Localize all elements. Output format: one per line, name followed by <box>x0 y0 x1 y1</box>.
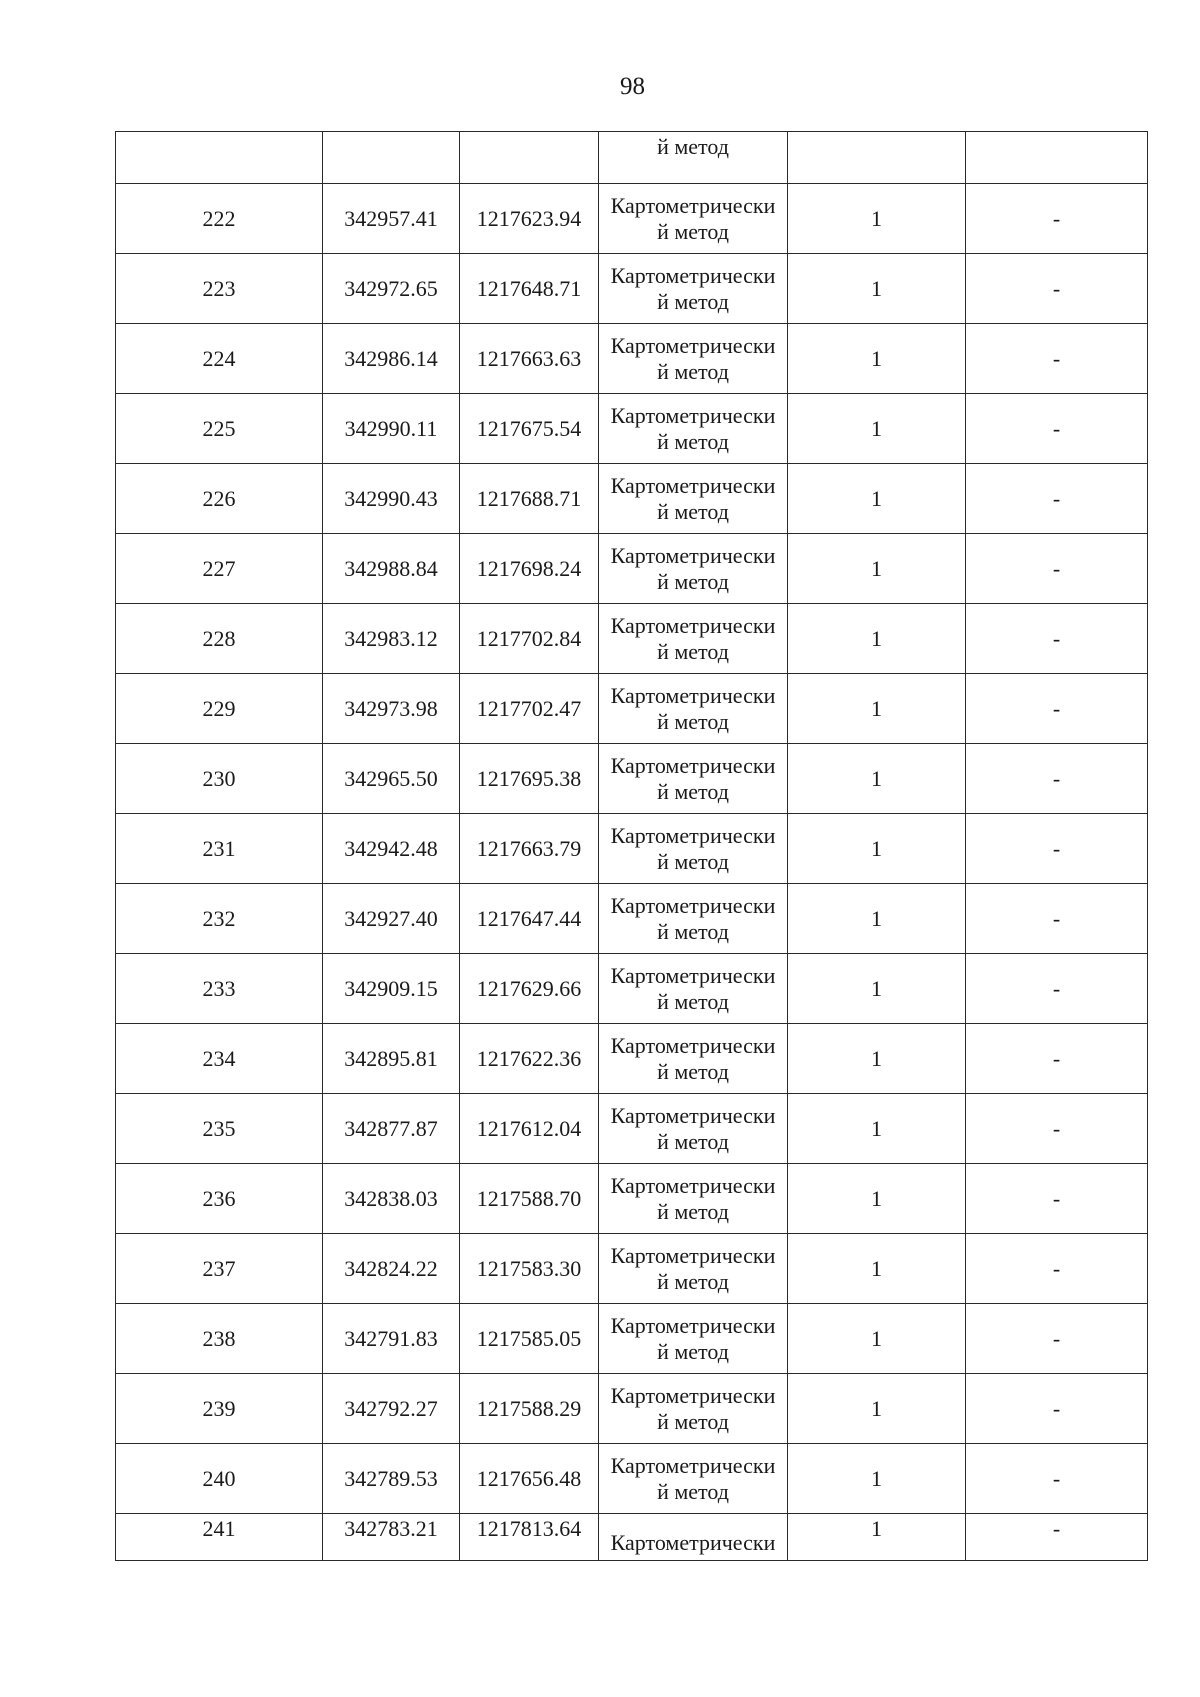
table-row <box>116 814 1148 884</box>
note-cell <box>966 604 1148 674</box>
x-coordinate-cell <box>323 884 460 954</box>
x-coordinate-cell <box>323 132 460 184</box>
method-cell <box>599 1374 788 1444</box>
note-text: - <box>1052 1465 1061 1491</box>
method-text: Картометрически й метод <box>610 402 776 454</box>
method-text: Картометрически й метод <box>610 1452 776 1504</box>
method-cell <box>599 1444 788 1514</box>
point-number-cell <box>116 1514 323 1561</box>
y-coordinate-cell <box>460 674 599 744</box>
method-cell <box>599 1514 788 1561</box>
x-coordinate-cell <box>323 674 460 744</box>
note-cell <box>966 534 1148 604</box>
note-cell <box>966 1304 1148 1374</box>
x-coordinate-text: 342990.43 <box>344 485 438 511</box>
y-coordinate-text: 1217675.54 <box>476 415 582 441</box>
point-number-cell <box>116 604 323 674</box>
method-text: Картометрически й метод <box>610 682 776 734</box>
point-number-text: 223 <box>202 275 236 301</box>
y-coordinate-text: 1217629.66 <box>476 975 582 1001</box>
y-coordinate-cell <box>460 604 599 674</box>
point-number-cell <box>116 534 323 604</box>
accuracy-text: 1 <box>871 835 882 861</box>
accuracy-text: 1 <box>871 695 882 721</box>
note-text: - <box>1052 485 1061 511</box>
method-text: Картометрически й метод <box>610 1102 776 1154</box>
accuracy-cell <box>788 464 966 534</box>
y-coordinate-cell <box>460 884 599 954</box>
method-cell <box>599 394 788 464</box>
table-row <box>116 1514 1148 1561</box>
x-coordinate-text: 342824.22 <box>344 1255 438 1281</box>
method-cell <box>599 1094 788 1164</box>
y-coordinate-text: 1217656.48 <box>476 1465 582 1491</box>
point-number-text: 229 <box>202 695 236 721</box>
x-coordinate-text: 342986.14 <box>344 345 438 371</box>
method-text: Картометрически й метод <box>610 612 776 664</box>
method-text: Картометрически й метод <box>610 1312 776 1364</box>
note-text: - <box>1052 1115 1061 1141</box>
note-text: - <box>1052 1185 1061 1211</box>
point-number-cell <box>116 1374 323 1444</box>
point-number-text: 230 <box>202 765 236 791</box>
method-text: Картометрически й метод <box>610 1032 776 1084</box>
x-coordinate-cell <box>323 1024 460 1094</box>
x-coordinate-text: 342927.40 <box>344 905 438 931</box>
method-text: Картометрически <box>610 1530 776 1555</box>
point-number-text: 236 <box>202 1185 236 1211</box>
point-number-text: 239 <box>202 1395 236 1421</box>
accuracy-text: 1 <box>871 555 882 581</box>
y-coordinate-text: 1217688.71 <box>476 485 582 511</box>
method-cell <box>599 954 788 1024</box>
method-text: Картометрически й метод <box>610 542 776 594</box>
x-coordinate-text: 342838.03 <box>344 1185 438 1211</box>
method-cell <box>599 1234 788 1304</box>
method-cell <box>599 674 788 744</box>
x-coordinate-text: 342983.12 <box>344 625 438 651</box>
x-coordinate-text: 342973.98 <box>344 695 438 721</box>
note-cell <box>966 814 1148 884</box>
method-cell <box>599 184 788 254</box>
y-coordinate-text: 1217623.94 <box>476 205 582 231</box>
note-cell <box>966 1374 1148 1444</box>
accuracy-text: 1 <box>871 1465 882 1491</box>
table-row <box>116 674 1148 744</box>
accuracy-text: 1 <box>871 1325 882 1351</box>
note-text: - <box>1052 835 1061 861</box>
x-coordinate-cell <box>323 184 460 254</box>
point-number-text: 228 <box>202 625 236 651</box>
point-number-text: 233 <box>202 975 236 1001</box>
x-coordinate-cell <box>323 1094 460 1164</box>
note-cell <box>966 464 1148 534</box>
point-number-cell <box>116 1444 323 1514</box>
y-coordinate-cell <box>460 744 599 814</box>
accuracy-text: 1 <box>871 1185 882 1211</box>
method-cell <box>599 464 788 534</box>
point-number-cell <box>116 1024 323 1094</box>
table-row <box>116 744 1148 814</box>
x-coordinate-cell <box>323 1374 460 1444</box>
note-text: - <box>1052 345 1061 371</box>
note-cell <box>966 394 1148 464</box>
note-cell <box>966 132 1148 184</box>
y-coordinate-cell <box>460 1094 599 1164</box>
note-cell <box>966 1444 1148 1514</box>
y-coordinate-cell <box>460 954 599 1024</box>
note-text: - <box>1052 1395 1061 1421</box>
y-coordinate-cell <box>460 1024 599 1094</box>
point-number-cell <box>116 1164 323 1234</box>
point-number-cell <box>116 884 323 954</box>
x-coordinate-cell <box>323 954 460 1024</box>
x-coordinate-text: 342792.27 <box>344 1395 438 1421</box>
point-number-text: 222 <box>202 205 236 231</box>
x-coordinate-text: 342972.65 <box>344 275 438 301</box>
accuracy-text: 1 <box>871 1115 882 1141</box>
y-coordinate-cell <box>460 1234 599 1304</box>
x-coordinate-text: 342783.21 <box>344 1516 438 1541</box>
method-text: Картометрически й метод <box>610 262 776 314</box>
table-row <box>116 464 1148 534</box>
table-row <box>116 604 1148 674</box>
note-cell <box>966 1514 1148 1561</box>
point-number-cell <box>116 254 323 324</box>
continuation-row <box>116 132 1148 184</box>
accuracy-text: 1 <box>871 345 882 371</box>
note-cell <box>966 254 1148 324</box>
page-number: 98 <box>620 73 645 100</box>
method-cell <box>599 324 788 394</box>
method-cell <box>599 814 788 884</box>
note-text: - <box>1052 205 1061 231</box>
accuracy-text: 1 <box>871 205 882 231</box>
accuracy-cell <box>788 1094 966 1164</box>
y-coordinate-cell <box>460 1304 599 1374</box>
table-row <box>116 1094 1148 1164</box>
note-text: - <box>1052 695 1061 721</box>
y-coordinate-cell <box>460 1374 599 1444</box>
method-text: Картометрически й метод <box>610 1172 776 1224</box>
note-cell <box>966 884 1148 954</box>
x-coordinate-cell <box>323 744 460 814</box>
method-text: Картометрически й метод <box>610 962 776 1014</box>
point-number-cell <box>116 324 323 394</box>
method-text: Картометрически й метод <box>610 192 776 244</box>
method-text: Картометрически й метод <box>610 752 776 804</box>
x-coordinate-cell <box>323 254 460 324</box>
accuracy-cell <box>788 324 966 394</box>
accuracy-cell <box>788 604 966 674</box>
note-text: - <box>1052 1255 1061 1281</box>
x-coordinate-cell <box>323 604 460 674</box>
accuracy-cell <box>788 132 966 184</box>
point-number-text: 226 <box>202 485 236 511</box>
note-cell <box>966 674 1148 744</box>
y-coordinate-cell <box>460 324 599 394</box>
table-row <box>116 254 1148 324</box>
point-number-cell <box>116 394 323 464</box>
x-coordinate-cell <box>323 324 460 394</box>
accuracy-text: 1 <box>871 905 882 931</box>
point-number-cell <box>116 744 323 814</box>
note-cell <box>966 1234 1148 1304</box>
point-number-text: 227 <box>202 555 236 581</box>
y-coordinate-text: 1217585.05 <box>476 1325 582 1351</box>
x-coordinate-cell <box>323 1234 460 1304</box>
accuracy-cell <box>788 254 966 324</box>
method-cell <box>599 254 788 324</box>
point-number-cell <box>116 954 323 1024</box>
method-text: Картометрически й метод <box>610 892 776 944</box>
accuracy-cell <box>788 1444 966 1514</box>
point-number-text: 231 <box>202 835 236 861</box>
point-number-text: 237 <box>202 1255 236 1281</box>
x-coordinate-text: 342877.87 <box>344 1115 438 1141</box>
accuracy-text: 1 <box>871 1516 882 1541</box>
point-number-cell <box>116 464 323 534</box>
accuracy-text: 1 <box>871 1395 882 1421</box>
table-row <box>116 884 1148 954</box>
y-coordinate-text: 1217813.64 <box>476 1516 582 1541</box>
note-cell <box>966 324 1148 394</box>
x-coordinate-text: 342895.81 <box>344 1045 438 1071</box>
table-row <box>116 1304 1148 1374</box>
accuracy-cell <box>788 1374 966 1444</box>
accuracy-cell <box>788 1234 966 1304</box>
accuracy-cell <box>788 1024 966 1094</box>
x-coordinate-cell <box>323 534 460 604</box>
note-text: - <box>1052 905 1061 931</box>
note-cell <box>966 744 1148 814</box>
note-text: - <box>1052 415 1061 441</box>
method-cell <box>599 884 788 954</box>
note-text: - <box>1052 1045 1061 1071</box>
note-text: - <box>1052 1325 1061 1351</box>
note-cell <box>966 1094 1148 1164</box>
accuracy-text: 1 <box>871 625 882 651</box>
method-text: Картометрически й метод <box>610 1382 776 1434</box>
note-text: - <box>1052 1516 1061 1541</box>
point-number-cell <box>116 184 323 254</box>
accuracy-text: 1 <box>871 1255 882 1281</box>
accuracy-cell <box>788 884 966 954</box>
accuracy-cell <box>788 954 966 1024</box>
y-coordinate-cell <box>460 1444 599 1514</box>
y-coordinate-cell <box>460 394 599 464</box>
method-cell <box>599 1164 788 1234</box>
note-text: - <box>1052 625 1061 651</box>
y-coordinate-text: 1217588.29 <box>476 1395 582 1421</box>
y-coordinate-cell <box>460 1514 599 1561</box>
note-cell <box>966 1024 1148 1094</box>
x-coordinate-text: 342965.50 <box>344 765 438 791</box>
method-cell <box>599 604 788 674</box>
y-coordinate-text: 1217695.38 <box>476 765 582 791</box>
x-coordinate-text: 342789.53 <box>344 1465 438 1491</box>
coordinates-table <box>115 131 1148 1561</box>
method-cell <box>599 1304 788 1374</box>
point-number-cell <box>116 1094 323 1164</box>
accuracy-cell <box>788 814 966 884</box>
y-coordinate-cell <box>460 254 599 324</box>
point-number-text: 240 <box>202 1465 236 1491</box>
point-number-cell <box>116 814 323 884</box>
x-coordinate-cell <box>323 1304 460 1374</box>
method-text: Картометрически й метод <box>610 1242 776 1294</box>
table-row <box>116 1164 1148 1234</box>
x-coordinate-cell <box>323 1164 460 1234</box>
accuracy-text: 1 <box>871 975 882 1001</box>
accuracy-cell <box>788 534 966 604</box>
y-coordinate-text: 1217622.36 <box>476 1045 582 1071</box>
accuracy-text: 1 <box>871 1045 882 1071</box>
accuracy-text: 1 <box>871 415 882 441</box>
method-cell <box>599 534 788 604</box>
accuracy-cell <box>788 184 966 254</box>
note-text: - <box>1052 765 1061 791</box>
x-coordinate-cell <box>323 1444 460 1514</box>
y-coordinate-text: 1217702.84 <box>476 625 582 651</box>
accuracy-cell <box>788 1164 966 1234</box>
y-coordinate-text: 1217612.04 <box>476 1115 582 1141</box>
y-coordinate-text: 1217663.79 <box>476 835 582 861</box>
point-number-text: 225 <box>202 415 236 441</box>
table-row <box>116 1444 1148 1514</box>
y-coordinate-text: 1217583.30 <box>476 1255 582 1281</box>
method-cell <box>599 132 788 184</box>
point-number-cell <box>116 674 323 744</box>
accuracy-cell <box>788 744 966 814</box>
y-coordinate-cell <box>460 1164 599 1234</box>
y-coordinate-text: 1217663.63 <box>476 345 582 371</box>
x-coordinate-cell <box>323 1514 460 1561</box>
accuracy-cell <box>788 674 966 744</box>
x-coordinate-text: 342957.41 <box>344 205 438 231</box>
method-text: Картометрически й метод <box>610 332 776 384</box>
y-coordinate-cell <box>460 534 599 604</box>
note-text: - <box>1052 975 1061 1001</box>
accuracy-cell <box>788 1304 966 1374</box>
y-coordinate-text: 1217588.70 <box>476 1185 582 1211</box>
table-row <box>116 534 1148 604</box>
accuracy-text: 1 <box>871 275 882 301</box>
table-row <box>116 954 1148 1024</box>
point-number-text: 241 <box>202 1516 236 1541</box>
table-row <box>116 324 1148 394</box>
accuracy-text: 1 <box>871 765 882 791</box>
method-cell <box>599 1024 788 1094</box>
point-number-cell <box>116 1234 323 1304</box>
y-coordinate-cell <box>460 464 599 534</box>
x-coordinate-cell <box>323 464 460 534</box>
point-number-text: 232 <box>202 905 236 931</box>
y-coordinate-text: 1217648.71 <box>476 275 582 301</box>
y-coordinate-cell <box>460 132 599 184</box>
x-coordinate-text: 342791.83 <box>344 1325 438 1351</box>
method-text: Картометрически й метод <box>610 822 776 874</box>
x-coordinate-text: 342909.15 <box>344 975 438 1001</box>
y-coordinate-cell <box>460 184 599 254</box>
table-row <box>116 1024 1148 1094</box>
method-text: й метод <box>657 134 729 159</box>
accuracy-cell <box>788 394 966 464</box>
x-coordinate-text: 342942.48 <box>344 835 438 861</box>
y-coordinate-text: 1217647.44 <box>476 905 582 931</box>
note-text: - <box>1052 275 1061 301</box>
note-text: - <box>1052 555 1061 581</box>
note-cell <box>966 954 1148 1024</box>
point-number-cell <box>116 132 323 184</box>
x-coordinate-cell <box>323 394 460 464</box>
x-coordinate-text: 342988.84 <box>344 555 438 581</box>
table-row <box>116 1234 1148 1304</box>
point-number-text: 238 <box>202 1325 236 1351</box>
note-cell <box>966 184 1148 254</box>
method-text: Картометрически й метод <box>610 472 776 524</box>
x-coordinate-text: 342990.11 <box>344 415 438 441</box>
table-row <box>116 394 1148 464</box>
y-coordinate-cell <box>460 814 599 884</box>
x-coordinate-cell <box>323 814 460 884</box>
table-row <box>116 184 1148 254</box>
point-number-text: 235 <box>202 1115 236 1141</box>
y-coordinate-text: 1217698.24 <box>476 555 582 581</box>
point-number-text: 234 <box>202 1045 236 1071</box>
accuracy-text: 1 <box>871 485 882 511</box>
point-number-text: 224 <box>202 345 236 371</box>
point-number-cell <box>116 1304 323 1374</box>
table-row <box>116 1374 1148 1444</box>
note-cell <box>966 1164 1148 1234</box>
method-cell <box>599 744 788 814</box>
y-coordinate-text: 1217702.47 <box>476 695 582 721</box>
accuracy-cell <box>788 1514 966 1561</box>
